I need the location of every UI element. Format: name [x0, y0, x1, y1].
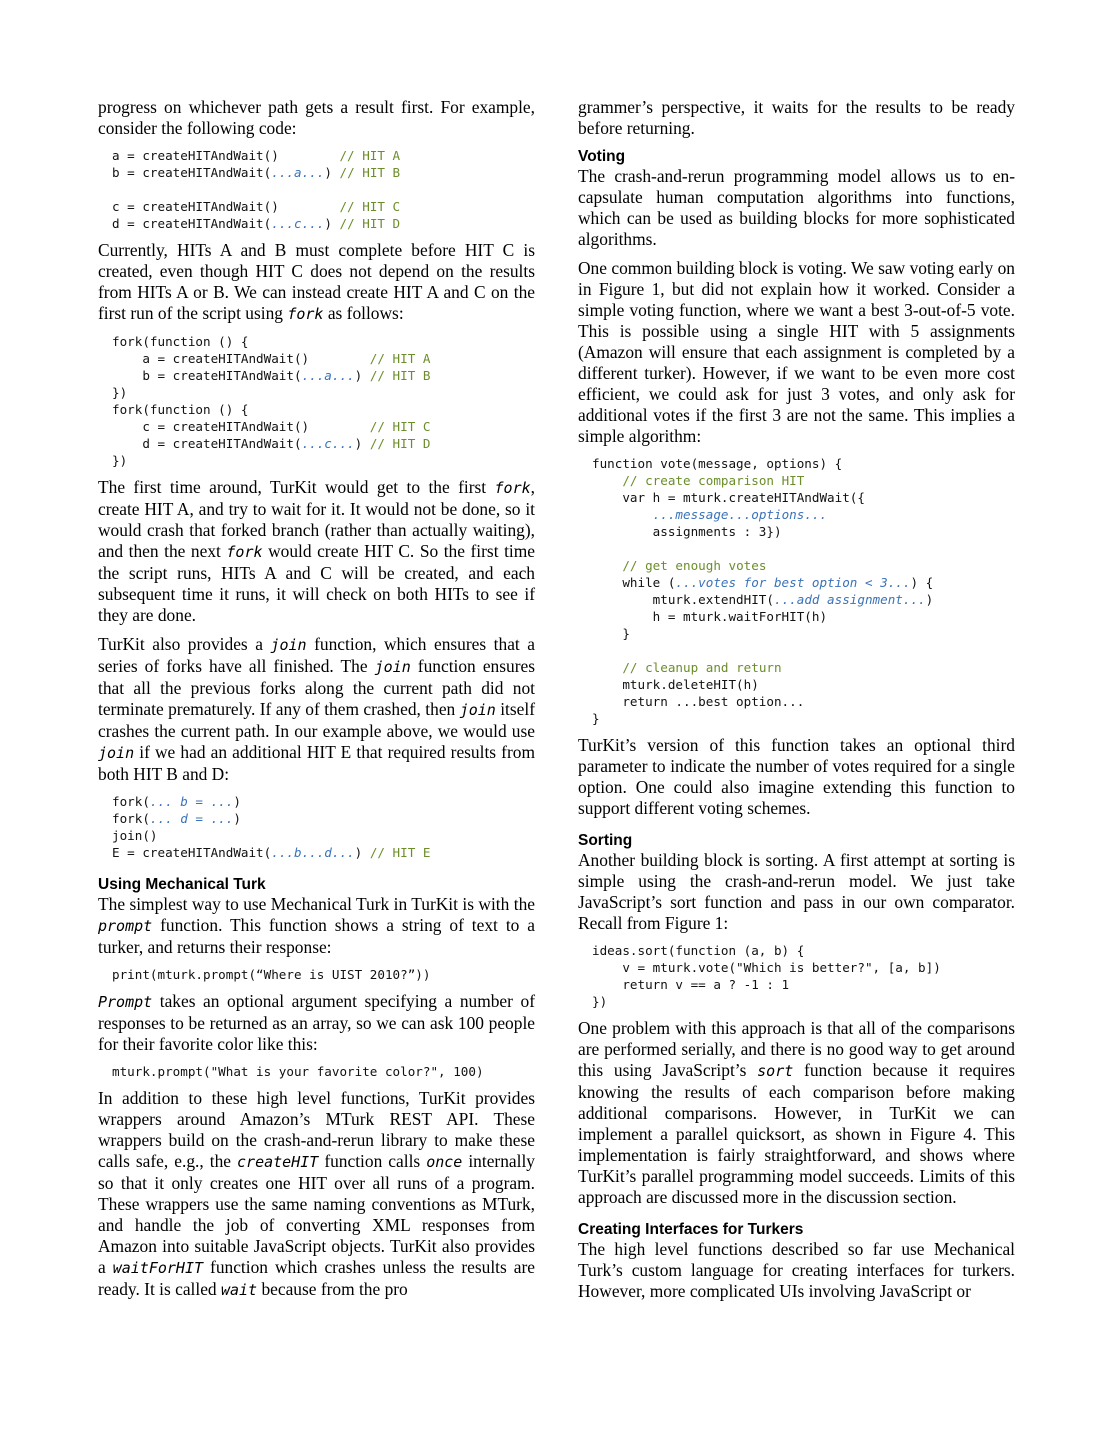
code-block-prompt-array: mturk.prompt("What is your favorite color?", 100): [112, 1064, 484, 1079]
code-comment: // HIT D: [369, 436, 431, 451]
code-line: }): [112, 385, 128, 400]
inline-code: join: [98, 744, 135, 762]
inline-code: wait: [220, 1281, 258, 1299]
code-text: ): [324, 216, 340, 231]
code-text: c = createHITAndWait(): [112, 199, 340, 214]
inline-code: join: [374, 658, 411, 676]
code-text: ): [354, 436, 370, 451]
code-text: ): [354, 368, 370, 383]
code-block-sequential: [98, 147, 535, 232]
text: internally so that it only creates one HIT over all runs of a program. These wrappers use the same naming conventions as MTurk, and handle the job of converting XML responses from Amazon into suitable JavaScript objects. TurKit also provides a: [98, 1151, 535, 1277]
code-line: }): [592, 994, 608, 1009]
code-placeholder: ...a...: [271, 165, 325, 180]
code-line: v = mturk.vote("Which is better?", [a, b]): [592, 960, 941, 975]
code-placeholder: ...votes for best option < 3...: [675, 575, 911, 590]
code-text: ) {: [910, 575, 934, 590]
code-comment: // HIT D: [339, 216, 401, 231]
text: TurKit also provides a: [98, 634, 271, 654]
inline-code: createHIT: [237, 1153, 319, 1171]
code-block-join: [98, 793, 535, 861]
inline-code: fork: [494, 479, 531, 497]
code-indent: [592, 558, 622, 573]
paragraph: TurKit’s version of this function takes an optional third parameter to indicate the number of votes required for a single option. One could also imagine extending this function to support different voting schemes.: [578, 735, 1015, 818]
code-block-prompt: print(mturk.prompt(“Where is UIST 2010?”)): [112, 967, 431, 982]
code-placeholder: ... b = ...: [149, 794, 234, 809]
code-text: ): [233, 811, 241, 826]
inline-code: fork: [287, 305, 324, 323]
code-line: }): [112, 453, 128, 468]
code-line: h = mturk.waitForHIT(h): [592, 609, 828, 624]
text: function. This function shows a string of text to a turker, and returns their response:: [98, 915, 535, 957]
inline-code: fork: [226, 543, 263, 561]
code-text: fork(: [112, 794, 150, 809]
code-comment: // create comparison HIT: [622, 473, 805, 488]
text: function ensures that all the previous forks along the current path did not terminate prematurely. If any of them crashed, then: [98, 656, 535, 719]
code-indent: [592, 473, 622, 488]
right-column: [578, 97, 1015, 1310]
text: function, which ensures that a series of forks have all finished. The: [98, 634, 535, 676]
code-placeholder: ...c...: [271, 216, 325, 231]
paragraph: [98, 1088, 535, 1301]
code-line: fork(function () {: [112, 402, 249, 417]
code-text: b = createHITAndWait(: [112, 165, 272, 180]
code-text: mturk.extendHIT(: [592, 592, 774, 607]
text: The first time around, TurKit would get to the first: [98, 477, 495, 497]
code-text: a = createHITAndWait(): [112, 148, 340, 163]
code-line: return ...best option...: [592, 694, 805, 709]
text: , create HIT A, and try to wait for it. It would not be done, so it would crash that forked branch (rather than actually waiting), and then the next: [98, 477, 535, 561]
code-text: d = createHITAndWait(: [112, 436, 302, 451]
code-placeholder: ...c...: [301, 436, 355, 451]
paragraph: Another building block is sorting. A first attempt at sorting is simple using the crash-and-rerun model. We just take JavaScript’s sort function and pass in our own comparator. Recall from Figure 1:: [578, 850, 1015, 933]
code-placeholder: ...add assignment...: [773, 592, 926, 607]
section-heading-sorting: Sorting: [578, 832, 633, 849]
code-block-fork: [98, 333, 535, 469]
code-text: ): [354, 845, 370, 860]
code-line: function vote(message, options) {: [592, 456, 843, 471]
code-line: ideas.sort(function (a, b) {: [592, 943, 805, 958]
paragraph: One common building block is voting. We saw voting early on in Figure 1, but did not explain how it worked. Consider a simple voting function, where we want a best 3-out-of-5 vote. This is possible using a single HIT with 5 assignments (Amazon will ensure that each assignment is completed by a different turker). However, if we want to be even more cost efficient, we could ask for just 3 votes, and only ask for additional votes if the first 3 are not the same. This implies a simple algorithm:: [578, 258, 1015, 446]
text: would create HIT C. So the first time the script runs, HITs A and C will be created, and each subsequent time it runs, it will check on both HITs to see if they are done.: [98, 541, 535, 625]
inline-code: Prompt: [98, 993, 153, 1011]
text: In addition to these high level functions, TurKit provides wrappers around Amazon’s MTurk REST API. These wrappers build on the crash-and-rerun library to make these calls safe, e.g., the: [98, 1088, 535, 1171]
inline-code: join: [459, 701, 496, 719]
code-comment: // HIT B: [369, 368, 431, 383]
code-placeholder: ... d = ...: [149, 811, 234, 826]
left-column: [98, 97, 535, 1309]
code-comment: // HIT A: [339, 148, 401, 163]
inline-code: sort: [757, 1062, 794, 1080]
code-comment: // get enough votes: [622, 558, 767, 573]
code-text: ): [925, 592, 934, 607]
text: One problem with this approach is that all of the comparisons are performed serially, and there is no good way to get around this using JavaScript’s: [578, 1018, 1015, 1080]
code-text: ): [233, 794, 241, 809]
text: The simplest way to use Mechanical Turk in TurKit is with the: [98, 894, 535, 914]
code-text: [592, 507, 653, 522]
code-text: ): [324, 165, 340, 180]
code-comment: // HIT B: [339, 165, 401, 180]
code-text: while (: [592, 575, 676, 590]
code-text: b = createHITAndWait(: [112, 368, 302, 383]
text: if we had an additional HIT E that required results from both HIT B and D:: [98, 742, 535, 784]
code-line: return v == a ? -1 : 1: [592, 977, 790, 992]
inline-code: once: [426, 1153, 463, 1171]
code-line: assignments : 3}): [592, 524, 782, 539]
inline-code: prompt: [98, 917, 153, 935]
code-line: var h = mturk.createHITAndWait({: [592, 490, 865, 505]
code-line: join(): [112, 828, 158, 843]
paragraph: grammer’s perspective, it waits for the results to be ready before returning.: [578, 97, 1015, 138]
inline-code: join: [270, 636, 307, 654]
code-placeholder: ...message...options...: [652, 507, 828, 522]
code-comment: // HIT C: [369, 419, 431, 434]
text: function because it requires knowing the results of each comparison before making additional comparisons. However, in TurKit we can implement a parallel quicksort, as shown in Figure 4. This implementation is fairly straightforward, and shows where TurKit’s parallel programming model succeeds. Limits of this approach are discussed more in the discussion section.: [578, 1060, 1015, 1207]
text: function calls: [318, 1151, 427, 1171]
code-line: mturk.deleteHIT(h): [592, 677, 759, 692]
text: Currently, HITs A and B must complete before HIT C is created, even though HIT C does not depend on the results from HITs A or B. We can instead create HIT A and C on the first run of the script using: [98, 240, 535, 323]
code-indent: [592, 660, 622, 675]
paragraph: [98, 634, 535, 785]
code-placeholder: ...b...d...: [271, 845, 355, 860]
text: function which crashes unless the results are ready. It is called: [98, 1257, 535, 1299]
code-block-sort: [578, 942, 1015, 1010]
paragraph: The high level functions described so far use Mechanical Turk’s custom language for creating interfaces for turkers. However, more complicated UIs involving JavaScript or: [578, 1239, 1015, 1301]
code-text: d = createHITAndWait(: [112, 216, 272, 231]
paragraph: [98, 477, 535, 626]
code-text: fork(: [112, 811, 150, 826]
code-line: fork(function () {: [112, 334, 249, 349]
paragraph: [98, 894, 535, 958]
code-comment: // HIT A: [369, 351, 431, 366]
text: itself crashes the current path. In our example above, we would use: [98, 699, 535, 741]
code-text: a = createHITAndWait(): [112, 351, 370, 366]
code-text: E = createHITAndWait(: [112, 845, 272, 860]
text: takes an optional argument specifying a number of responses to be returned as an array, so we can ask 100 people for their favorite color like this:: [98, 991, 535, 1054]
section-heading-voting: Voting: [578, 148, 626, 165]
paragraph: progress on whichever path gets a result first. For example, consider the following code:: [98, 97, 535, 138]
text: as follows:: [323, 303, 404, 323]
code-placeholder: ...a...: [301, 368, 355, 383]
paragraph: [98, 240, 535, 325]
code-text: c = createHITAndWait(): [112, 419, 370, 434]
section-heading-using-mechanical-turk: Using Mechanical Turk: [98, 876, 266, 893]
paragraph: The crash-and-rerun programming model allows us to encapsulate human computation algorithms into functions, which can be used as building blocks for more sophisticated algorithms.: [578, 166, 1015, 249]
code-line: }: [592, 626, 630, 641]
text: because from the pro: [257, 1279, 408, 1299]
code-line: }: [592, 711, 600, 726]
paragraph: [578, 1018, 1015, 1208]
code-comment: // HIT E: [369, 845, 431, 860]
code-block-vote-function: [578, 455, 1015, 727]
inline-code: waitForHIT: [112, 1259, 204, 1277]
code-comment: // HIT C: [339, 199, 401, 214]
code-comment: // cleanup and return: [622, 660, 782, 675]
paragraph: [98, 991, 535, 1055]
section-heading-creating-interfaces: Creating Interfaces for Turkers: [578, 1221, 804, 1238]
